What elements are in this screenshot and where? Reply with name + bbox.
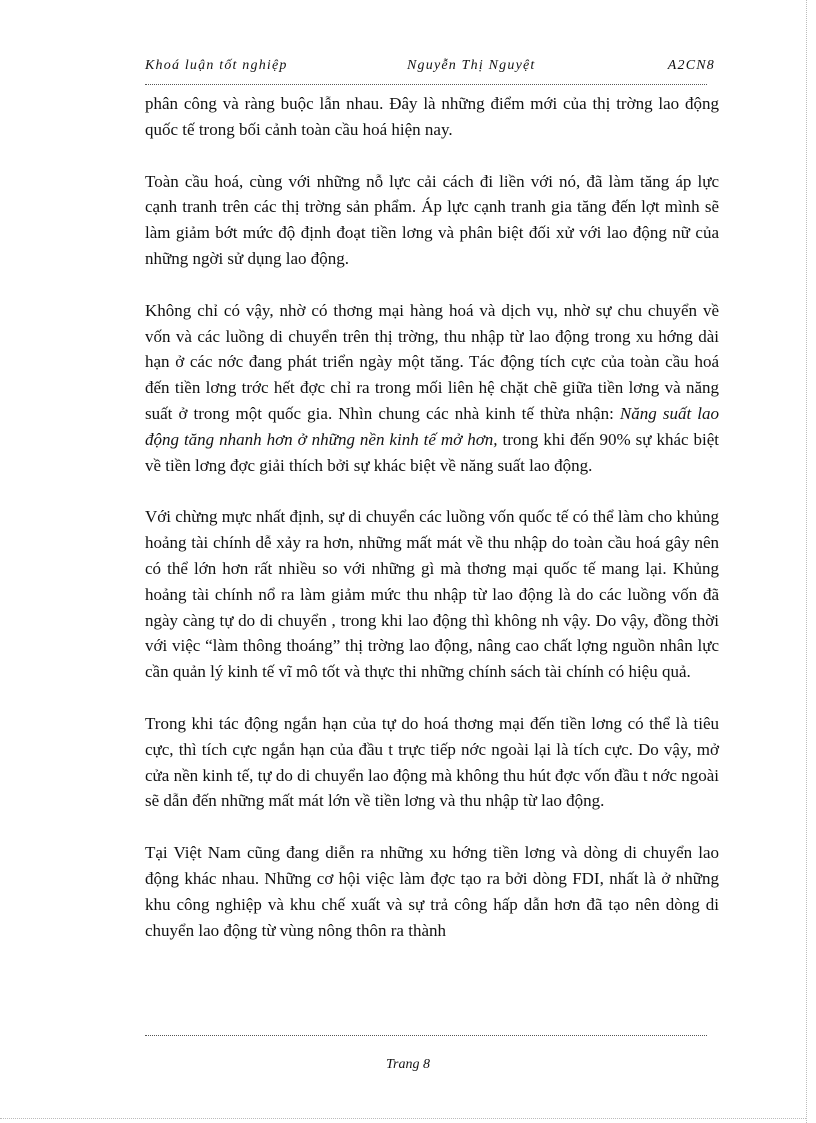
paragraph-3-tail: trong khi đến 90% sự khác biệt về tiền lơng đợc giải thích bởi sự khác biệt về năng suất lao động. [145, 429, 719, 475]
header-thesis-title: Khoá luận tốt nghiệp [145, 58, 288, 73]
paragraph-2: Toàn cầu hoá, cùng với những nỗ lực cải cách đi liền với nó, đã làm tăng áp lực cạnh tranh trên các thị trờng sản phẩm. Áp lực cạnh tranh gia tăng đến lợt mình sẽ làm giảm bớt mức độ định đoạt tiền lơng và phân biệt đối xử với lao động nữ của những ngời sử dụng lao động. [145, 171, 719, 268]
paragraph-3-italic-quote: Năng suất lao động tăng nhanh hơn ở những nền kinh tế mở hơn, [145, 403, 719, 449]
paragraph-3 [145, 298, 719, 479]
paragraph-6: Tại Việt Nam cũng đang diễn ra những xu hớng tiền lơng và dòng di chuyển lao động khác nhau. Những cơ hội việc làm đợc tạo ra bởi dòng FDI, nhất là ở những khu công nghiệp và khu chế xuất và sự trả công hấp dẫn hơn đã tạo nên dòng di chuyển lao động từ vùng nông thôn ra thành [145, 843, 719, 940]
body-text [145, 91, 719, 969]
footer-dotted-rule [145, 1035, 707, 1036]
page-edge-bottom [0, 1118, 806, 1119]
header-class-code: A2CN8 [667, 58, 715, 73]
paragraph-5: Trong khi tác động ngắn hạn của tự do hoá thơng mại đến tiền lơng có thể là tiêu cực, thì tích cực ngắn hạn của đầu t trực tiếp nớc ngoài lại là tích cực. Do vậy, mở cửa nền kinh tế, tự do di chuyển lao động mà không thu hút đợc vốn đầu t nớc ngoài sẽ dẫn đến những mất mát lớn về tiền lơng và thu nhập từ lao động. [145, 713, 719, 811]
header-author-name: Nguyễn Thị Nguyệt [407, 58, 536, 73]
paragraph-4: Với chừng mực nhất định, sự di chuyển các luồng vốn quốc tế có thể làm cho khủng hoảng tài chính dễ xảy ra hơn, những mất mát về thu nhập do toàn cầu hoá gây nên có thể lớn hơn rất nhiều so với những gì mà thơng mại quốc tế mang lại. Khủng hoảng tài chính nổ ra làm giảm mức thu nhập từ lao động là do các luồng vốn đã ngày càng tự do di chuyển , trong khi lao động thì không nh vậy. Do vậy, đồng thời với việc “làm thông thoáng” thị trờng lao động, nâng cao chất lợng nguồn nhân lực cần quản lý kinh tế vĩ mô tốt và thực thi những chính sách tài chính có hiệu quả. [145, 507, 719, 682]
paragraph-1: phân công và ràng buộc lẫn nhau. Đây là những điểm mới của thị trờng lao động quốc tế trong bối cảnh toàn cầu hoá hiện nay. [145, 94, 719, 139]
page-header [145, 58, 715, 78]
header-dotted-rule [145, 84, 707, 85]
paragraph-3-lead: Không chỉ có vậy, nhờ có thơng mại hàng hoá và dịch vụ, nhờ sự chu chuyển về vốn và các luồng di chuyển trên thị trờng, thu nhập từ lao động trong xu hớng dài hạn ở các nớc đang phát triển ngày một tăng. Tác động tích cực của toàn cầu hoá đến tiền lơng trớc hết đợc chỉ ra trong mối liên hệ chặt chẽ giữa tiền lơng và năng suất ở trong một quốc gia. Nhìn chung các nhà kinh tế thừa nhận: [145, 300, 719, 423]
page-number: Trang 8 [386, 1057, 430, 1072]
page-edge-right [806, 0, 807, 1123]
